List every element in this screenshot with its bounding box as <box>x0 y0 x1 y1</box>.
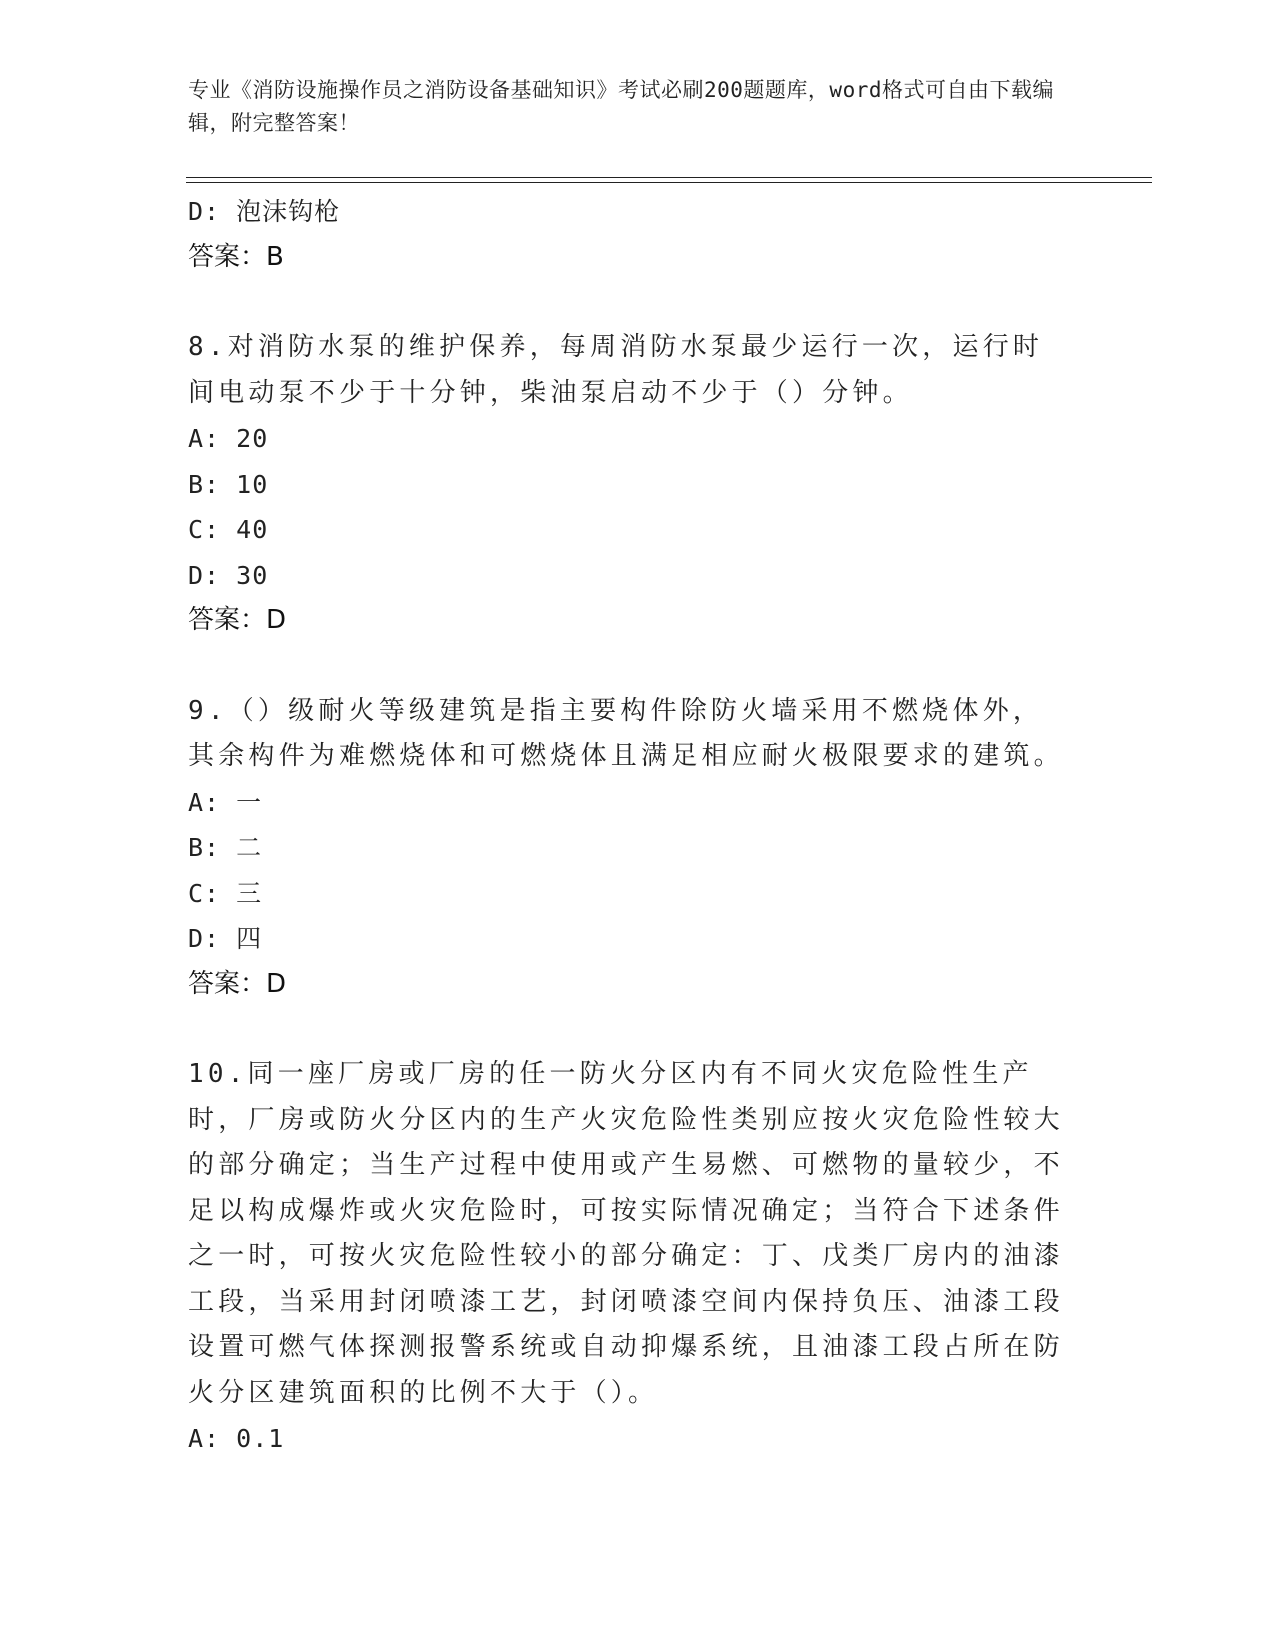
option-label: D: <box>188 924 221 953</box>
option-text: 一 <box>236 787 263 817</box>
option-text: 20 <box>236 424 269 453</box>
option-label: B: <box>188 469 221 499</box>
option-d <box>188 189 1068 235</box>
answer-line: 答案：D <box>188 605 287 635</box>
option-label: C: <box>188 878 221 908</box>
question-stem: 9.（）级耐火等级建筑是指主要构件除防火墙采用不燃烧体外，其余构件为难燃烧体和可燃烧体且满足相应耐火极限要求的建筑。 <box>188 695 1064 771</box>
option-text: 二 <box>236 833 263 862</box>
option-b <box>188 825 1068 871</box>
question-7-tail <box>188 189 1068 280</box>
option-label: A: <box>188 787 221 817</box>
option-label: A: <box>188 424 221 453</box>
option-text: 30 <box>236 560 269 590</box>
option-d <box>188 553 1068 599</box>
option-text: 泡沫钩枪 <box>236 197 341 226</box>
option-label: D: <box>188 560 221 590</box>
option-c <box>188 507 1068 553</box>
option-label: D: <box>188 197 221 226</box>
option-text: 四 <box>236 924 263 953</box>
option-b <box>188 462 1068 508</box>
question-9 <box>188 689 1068 1008</box>
answer-line: 答案：D <box>188 968 287 999</box>
option-label: A: <box>188 1424 221 1453</box>
option-c <box>188 871 1068 917</box>
option-label: B: <box>188 833 221 862</box>
option-a <box>188 416 1068 462</box>
header-divider-top <box>186 177 1152 178</box>
option-a <box>188 1416 1068 1462</box>
answer-line: 答案：B <box>188 241 284 272</box>
question-8 <box>188 325 1068 644</box>
option-text: 10 <box>236 469 269 499</box>
document-header: 专业《消防设施操作员之消防设备基础知识》考试必刷200题题库，word格式可自由下载编辑，附完整答案！ <box>188 78 1054 135</box>
question-stem: 8.对消防水泵的维护保养，每周消防水泵最少运行一次，运行时间电动泵不少于十分钟，柴油泵启动不少于（）分钟。 <box>188 332 1044 408</box>
option-a <box>188 780 1068 826</box>
option-text: 0.1 <box>236 1424 285 1453</box>
option-text: 40 <box>236 515 269 544</box>
question-stem: 10.同一座厂房或厂房的任一防火分区内有不同火灾危险性生产时，厂房或防火分区内的生产火灾危险性类别应按火灾危险性较大的部分确定；当生产过程中使用或产生易燃、可燃物的量较少，不足以构成爆炸或火灾危险时，可按实际情况确定；当符合下述条件之一时，可按火灾危险性较小的部分确定：丁、戊类厂房内的油漆工段，当采用封闭喷漆工艺，封闭喷漆空间内保持负压、油漆工段设置可燃气体探测报警系统或自动抑爆系统，且油漆工段占所在防火分区建筑面积的比例不大于（）。 <box>188 1059 1064 1408</box>
option-d <box>188 916 1068 962</box>
option-label: C: <box>188 515 221 544</box>
question-10 <box>188 1052 1068 1462</box>
question-list <box>188 189 1068 1462</box>
header-divider-bottom <box>186 182 1152 183</box>
option-text: 三 <box>236 878 263 908</box>
